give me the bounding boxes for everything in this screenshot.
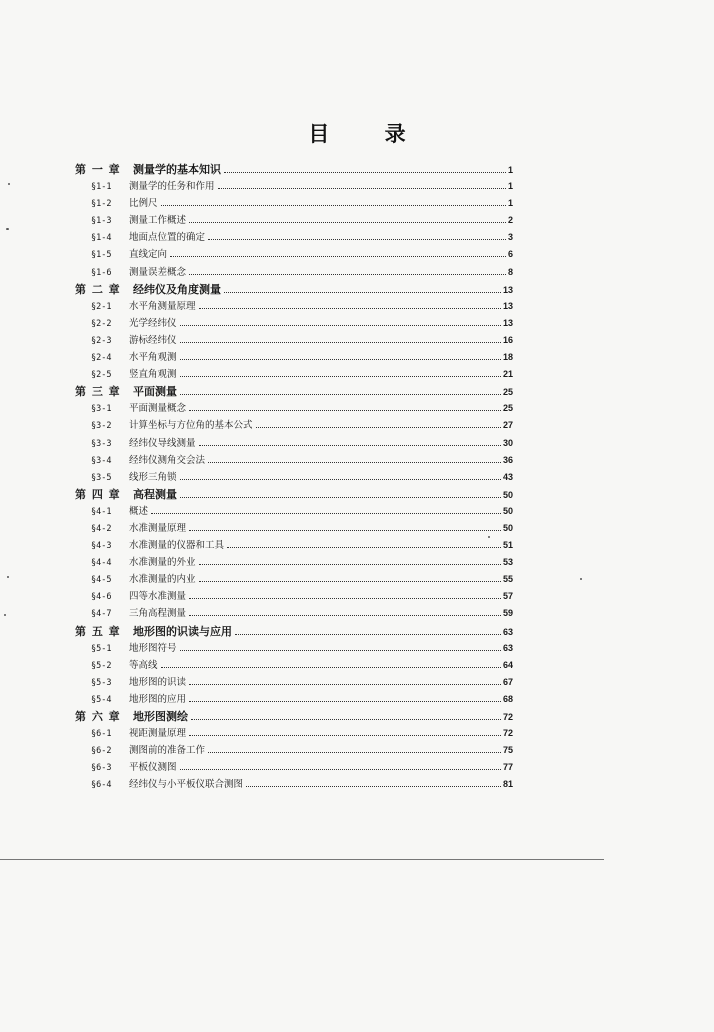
page-number: 8 <box>507 266 513 277</box>
toc-section-row <box>75 417 513 434</box>
page-number: 51 <box>502 540 513 551</box>
toc-section-row <box>75 212 513 229</box>
page-number: 50 <box>502 505 513 516</box>
dot-leader <box>199 564 501 565</box>
section-title: 水准测量的仪器和工具 <box>129 540 225 552</box>
section-title: 测图前的准备工作 <box>129 745 206 757</box>
dot-leader <box>180 650 501 651</box>
page-number: 1 <box>507 198 513 209</box>
toc-section-row <box>75 469 513 486</box>
chapter-label: 第 三 章 <box>75 385 121 399</box>
section-number: §1-5 <box>91 250 112 261</box>
page-number: 30 <box>502 437 513 448</box>
section-title: 测量误差概念 <box>129 266 187 278</box>
dot-leader <box>246 786 501 787</box>
section-number: §4-1 <box>91 506 112 517</box>
page-number: 27 <box>502 420 513 431</box>
section-number: §4-3 <box>91 541 112 552</box>
chapter-title: 地形图测绘 <box>133 710 188 723</box>
dot-leader <box>208 752 501 753</box>
scan-speck <box>7 576 9 578</box>
chapter-label: 第 四 章 <box>75 487 121 501</box>
scan-speck <box>4 614 6 616</box>
chapter-label: 第 二 章 <box>75 282 121 296</box>
page-number: 81 <box>502 779 513 790</box>
section-number: §4-4 <box>91 558 112 569</box>
dot-leader <box>180 376 501 377</box>
toc-section-row <box>75 264 513 281</box>
page-number: 25 <box>502 387 513 398</box>
dot-leader <box>170 256 506 257</box>
section-title: 视距测量原理 <box>129 728 187 740</box>
toc-section-row <box>75 366 513 383</box>
chapter-label: 第 五 章 <box>75 624 121 638</box>
page-number: 1 <box>507 181 513 192</box>
section-title: 计算坐标与方位角的基本公式 <box>129 420 253 432</box>
toc-section-row <box>75 332 513 349</box>
chapter-label: 第 六 章 <box>75 710 121 723</box>
chapter-title: 地形图的识读与应用 <box>133 624 232 638</box>
page-number: 21 <box>502 369 513 380</box>
page-number: 25 <box>502 403 513 414</box>
toc-chapter-row <box>75 486 513 503</box>
toc-section-row <box>75 298 513 315</box>
page-number: 18 <box>502 352 513 363</box>
section-number: §1-3 <box>91 216 112 227</box>
section-number: §3-4 <box>91 455 112 466</box>
section-title: 光学经纬仪 <box>129 317 177 329</box>
page-number: 55 <box>502 574 513 585</box>
section-number: §5-4 <box>91 694 112 705</box>
toc-chapter-row <box>75 708 513 725</box>
section-title: 游标经纬仪 <box>129 334 177 346</box>
section-number: §4-7 <box>91 609 112 620</box>
section-number: §3-3 <box>91 438 112 449</box>
section-number: §1-6 <box>91 267 112 278</box>
chapter-title: 经纬仪及角度测量 <box>133 282 221 296</box>
section-number: §2-3 <box>91 335 112 346</box>
page-number: 64 <box>502 659 513 670</box>
toc-section-row <box>75 674 513 691</box>
dot-leader <box>235 634 501 635</box>
page-number: 13 <box>502 284 513 295</box>
section-title: 线形三角锁 <box>129 471 177 483</box>
dot-leader <box>189 410 501 411</box>
scan-speck <box>8 183 10 185</box>
dot-leader <box>189 274 506 275</box>
section-number: §3-5 <box>91 472 112 483</box>
section-title: 等高线 <box>129 659 158 671</box>
section-title: 地形图的应用 <box>129 693 187 705</box>
dot-leader <box>191 719 501 720</box>
toc-section-row <box>75 776 513 793</box>
section-number: §4-2 <box>91 523 112 534</box>
dot-leader <box>224 292 501 293</box>
page-number: 50 <box>502 489 513 500</box>
toc-section-row <box>75 725 513 742</box>
page-number: 68 <box>502 693 513 704</box>
toc-section-row <box>75 554 513 571</box>
page-number: 13 <box>502 300 513 311</box>
page-divider-line <box>0 859 604 860</box>
page-number: 63 <box>502 642 513 653</box>
section-title: 水平角观测 <box>129 352 177 364</box>
page-number: 57 <box>502 591 513 602</box>
toc-section-row <box>75 178 513 195</box>
section-title: 四等水准测量 <box>129 591 187 603</box>
dot-leader <box>161 667 501 668</box>
page-number: 2 <box>507 215 513 226</box>
dot-leader <box>189 598 501 599</box>
section-number: §3-1 <box>91 404 112 415</box>
section-number: §1-4 <box>91 233 112 244</box>
section-title: 经纬仪导线测量 <box>129 437 196 449</box>
toc-section-row <box>75 759 513 776</box>
toc-section-row <box>75 657 513 674</box>
page-number: 72 <box>502 728 513 739</box>
section-number: §2-5 <box>91 370 112 381</box>
section-number: §4-6 <box>91 592 112 603</box>
page-number: 72 <box>502 712 513 722</box>
page-number: 1 <box>507 165 513 175</box>
dot-leader <box>180 394 501 395</box>
section-number: §3-2 <box>91 421 112 432</box>
toc-chapter-row <box>75 623 513 640</box>
dot-leader <box>189 530 501 531</box>
toc-chapter-row <box>75 383 513 400</box>
dot-leader <box>180 325 501 326</box>
section-title: 水平角测量原理 <box>129 300 196 312</box>
chapter-label: 第 一 章 <box>75 163 121 176</box>
section-title: 测量学的任务和作用 <box>129 181 215 193</box>
section-number: §5-3 <box>91 677 112 688</box>
dot-leader <box>189 684 501 685</box>
section-title: 三角高程测量 <box>129 608 187 620</box>
section-number: §2-1 <box>91 301 112 312</box>
section-title: 水准测量原理 <box>129 522 187 534</box>
toc-section-row <box>75 195 513 212</box>
toc-section-row <box>75 537 513 554</box>
chapter-title: 测量学的基本知识 <box>133 163 221 176</box>
dot-leader <box>151 513 501 514</box>
dot-leader <box>199 308 501 309</box>
section-number: §5-2 <box>91 660 112 671</box>
dot-leader <box>199 445 501 446</box>
section-number: §5-1 <box>91 643 112 654</box>
page-title: 目 录 <box>308 121 430 146</box>
section-number: §6-4 <box>91 780 112 791</box>
section-title: 平板仪测图 <box>129 762 177 774</box>
toc-section-row <box>75 452 513 469</box>
section-number: §4-5 <box>91 575 112 586</box>
section-number: §1-1 <box>91 182 112 193</box>
page-number: 67 <box>502 676 513 687</box>
section-title: 竖直角观测 <box>129 369 177 381</box>
chapter-title: 平面测量 <box>133 385 177 399</box>
scan-speck <box>6 228 9 230</box>
dot-leader <box>161 205 506 206</box>
toc-section-row <box>75 640 513 657</box>
section-title: 平面测量概念 <box>129 403 187 415</box>
toc-section-row <box>75 435 513 452</box>
toc-section-row <box>75 229 513 246</box>
dot-leader <box>227 547 501 548</box>
page-number: 77 <box>502 762 513 773</box>
section-title: 经纬仪与小平板仪联合测图 <box>129 779 244 791</box>
section-title: 地形图符号 <box>129 642 177 654</box>
scan-speck <box>580 578 582 580</box>
page-number: 36 <box>502 454 513 465</box>
section-title: 水准测量的外业 <box>129 557 196 569</box>
toc-section-row <box>75 742 513 759</box>
toc-section-row <box>75 315 513 332</box>
dot-leader <box>180 342 501 343</box>
page-number: 75 <box>502 745 513 756</box>
page-number: 53 <box>502 557 513 568</box>
page-number: 16 <box>502 334 513 345</box>
dot-leader <box>180 769 501 770</box>
section-number: §2-4 <box>91 353 112 364</box>
dot-leader <box>208 462 501 463</box>
section-title: 地面点位置的确定 <box>129 232 206 244</box>
toc-section-row <box>75 571 513 588</box>
dot-leader <box>189 615 501 616</box>
dot-leader <box>180 359 501 360</box>
dot-leader <box>189 735 501 736</box>
toc-section-row <box>75 691 513 708</box>
section-title: 比例尺 <box>129 198 158 210</box>
toc-section-row <box>75 520 513 537</box>
section-title: 直线定向 <box>129 249 168 261</box>
section-title: 地形图的识读 <box>129 676 187 688</box>
page-number: 43 <box>502 471 513 482</box>
section-title: 水准测量的内业 <box>129 574 196 586</box>
page-number: 50 <box>502 522 513 533</box>
toc-chapter-row <box>75 281 513 298</box>
page-number: 6 <box>507 249 513 260</box>
dot-leader <box>189 222 506 223</box>
dot-leader <box>189 701 501 702</box>
dot-leader <box>208 239 506 240</box>
scan-speck <box>488 536 490 538</box>
page-number: 59 <box>502 608 513 619</box>
page-number: 13 <box>502 317 513 328</box>
dot-leader <box>180 497 501 498</box>
section-number: §6-3 <box>91 763 112 774</box>
dot-leader <box>224 172 506 173</box>
toc-section-row <box>75 605 513 622</box>
page-number: 63 <box>502 626 513 637</box>
section-title: 测量工作概述 <box>129 215 187 227</box>
toc-chapter-row <box>75 161 513 178</box>
section-title: 经纬仪测角交会法 <box>129 454 206 466</box>
dot-leader <box>199 581 501 582</box>
toc-section-row <box>75 349 513 366</box>
dot-leader <box>180 479 501 480</box>
table-of-contents <box>75 161 513 793</box>
section-number: §1-2 <box>91 199 112 210</box>
dot-leader <box>256 427 501 428</box>
section-number: §6-2 <box>91 746 112 757</box>
chapter-title: 高程测量 <box>133 487 177 501</box>
dot-leader <box>218 188 506 189</box>
toc-section-row <box>75 503 513 520</box>
page-number: 3 <box>507 232 513 243</box>
section-number: §6-1 <box>91 729 112 740</box>
toc-section-row <box>75 400 513 417</box>
section-number: §2-2 <box>91 318 112 329</box>
toc-section-row <box>75 246 513 263</box>
toc-section-row <box>75 588 513 605</box>
section-title: 概述 <box>129 505 149 517</box>
